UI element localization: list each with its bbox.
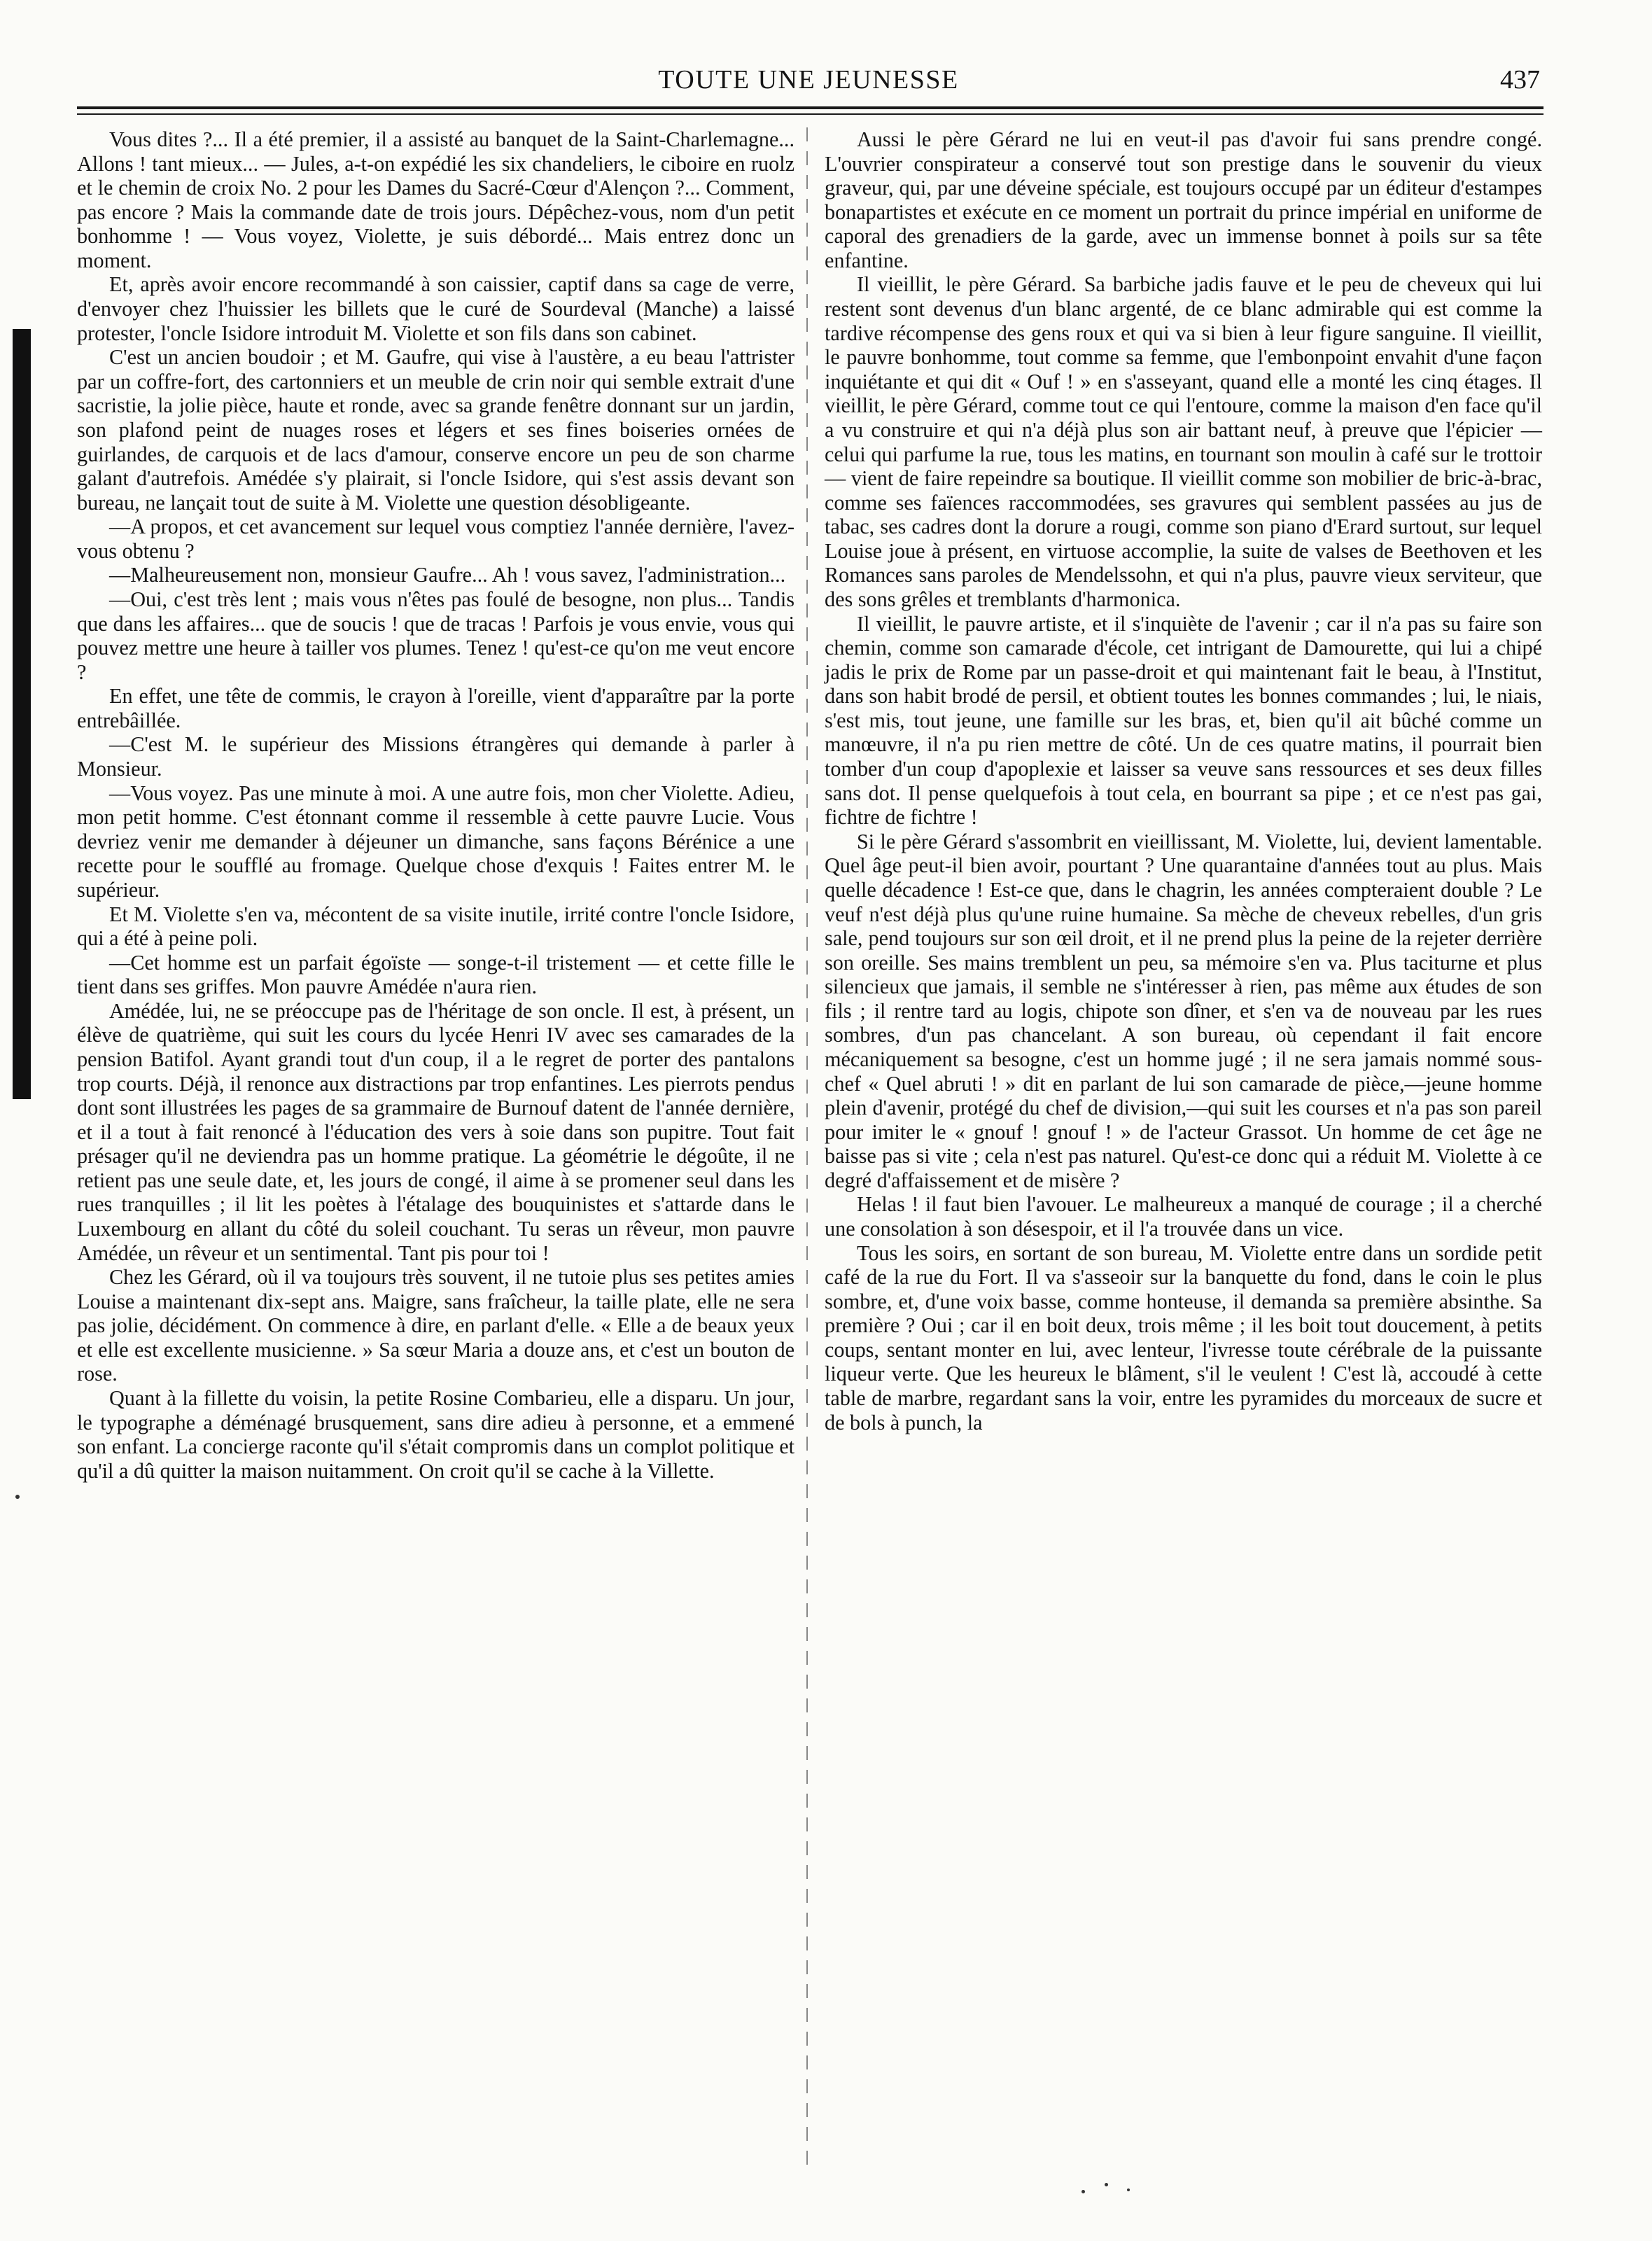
paragraph: Amédée, lui, ne se préoccupe pas de l'héritage de son oncle. Il est, à présent, un élève de quatrième, qui suit les cours du lycée Henri IV avec ses camarades de la pension Batifol. Ayant grandi tout d'un coup, il a le regret de porter des pantalons trop courts. Déjà, il renonce aux distractions par trop enfantines. Les pierrots pendus dont sont illustrées les pages de sa grammaire de Burnouf datent de l'année dernière, et il a tout à fait renoncé à l'éducation des vers à soie dans son pupitre. Tout fait présager qu'il ne deviendra pas un homme pratique. La géométrie le dégoûte, il ne retient pas une seule date, et, les jours de congé, il aime à se promener seul dans les rues tranquilles ; il lit les poètes à l'étalage des bouquinistes et s'attarde dans le Luxembourg en allant du côté du soleil couchant. Tu seras un rêveur, mon pauvre Amédée, un rêveur et un sentimental. Tant pis pour toi ! xyxy=(77,998,794,1265)
ink-speck xyxy=(1105,2183,1108,2186)
header-rule-thick xyxy=(77,106,1544,109)
paragraph: Quant à la fillette du voisin, la petite Rosine Combarieu, elle a disparu. Un jour, le typographe a déménagé brusquement, sans dire adieu à personne, et a emmené son enfant. La concierge raconte qu'il s'était compromis dans un complot politique et qu'il a dû quitter la maison nuitamment. On croit qu'il se cache à la Villette. xyxy=(77,1386,794,1483)
paragraph: En effet, une tête de commis, le crayon à l'oreille, vient d'apparaître par la porte entrebâillée. xyxy=(77,684,794,732)
ink-speck xyxy=(1127,2188,1130,2191)
column-divider xyxy=(806,127,808,2172)
paragraph: —Malheureusement non, monsieur Gaufre... Ah ! vous savez, l'administration... xyxy=(109,563,786,587)
binding-edge-mark xyxy=(13,329,31,1099)
paragraph: —A propos, et cet avancement sur lequel vous comptiez l'année dernière, l'avez-vous obtenu ? xyxy=(77,515,794,563)
running-header xyxy=(77,64,1540,106)
paragraph: Helas ! il faut bien l'avouer. Le malheureux a manqué de courage ; il a cherché une consolation à son désespoir, et il l'a trouvée dans un vice. xyxy=(825,1192,1542,1241)
ink-speck xyxy=(15,1495,20,1499)
paragraph: C'est un ancien boudoir ; et M. Gaufre, qui vise à l'austère, a eu beau l'attrister par un coffre-fort, des cartonniers et un meuble de crin noir qui semble extrait d'une sacristie, la jolie pièce, haute et ronde, avec sa grande fenêtre donnant sur un jardin, son plafond peint de nuages roses et légers et ses fines boiseries ornées de guirlandes, de carquois et de lacs d'amour, conserve encore un peu de son charme galant d'autrefois. Amédée s'y plairait, si l'oncle Isidore, qui s'est assis devant son bureau, ne lançait tout de suite à M. Violette une question désobligeante. xyxy=(77,345,794,515)
paragraph: Et M. Violette s'en va, mécontent de sa visite inutile, irrité contre l'oncle Isidore, qui a été à peine poli. xyxy=(77,902,794,951)
right-column xyxy=(825,127,1542,1434)
paragraph: Si le père Gérard s'assombrit en vieillissant, M. Violette, lui, devient lamentable. Quel âge peut-il bien avoir, pourtant ? Une quarantaine d'années tout au plus. Mais quelle décadence ! Est-ce que, dans le chagrin, les années compteraient double ? Le veuf n'est déjà plus qu'une ruine humaine. Sa mèche de cheveux rebelles, d'un gris sale, pend toujours sur son œil droit, et il ne prend plus la peine de la rejeter derrière son oreille. Ses mains tremblent un peu, sa mémoire s'en va. Plus taciturne et plus silencieux que jamais, il semble ne s'intéresser à rien, pas même aux études de son fils ; il rentre tard au logis, chipote son dîner, et s'en va de nouveau par les rues sombres, d'un pas chancelant. A son bureau, où cependant il fait encore mécaniquement sa besogne, c'est un homme jugé ; il ne sera jamais nommé sous-chef « Quel abruti ! » dit en parlant de lui son camarade de pièce,—jeune homme plein d'avenir, protégé du chef de division,—qui suit les courses et n'a pas son pareil pour imiter le « gnouf ! gnouf ! » de l'acteur Grassot. Un homme de cet âge ne baisse pas si vite ; cela n'est pas naturel. Qu'est-ce donc qui a réduit M. Violette à ce degré d'affaissement et de misère ? xyxy=(825,829,1542,1192)
paragraph: —Vous voyez. Pas une minute à moi. A une autre fois, mon cher Violette. Adieu, mon petit homme. C'est étonnant comme il ressemble à cette pauvre Lucie. Vous devriez venir me demander à déjeuner un dimanche, sans façons Bérénice a une recette pour le soufflé au fromage. Quelque chose d'exquis ! Faites entrer M. le supérieur. xyxy=(77,781,794,902)
paragraph: Il vieillit, le pauvre artiste, et il s'inquiète de l'avenir ; car il n'a pas su faire son chemin, comme son camarade d'école, cet intrigant de Damourette, qui lui a chipé jadis le prix de Rome par un passe-droit et qui maintenant fait le beau, à l'Institut, dans son habit brodé de persil, et obtient toutes les bonnes commandes ; lui, le niais, s'est mis, tout jeune, une famille sur les bras, et, bien qu'il ait bûché comme un manœuvre, il n'a pu rien mettre de côté. Un de ces quatre matins, il pourrait bien tomber d'un coup d'apoplexie et laisser sa veuve sans ressources et ses deux filles sans dot. Il pense quelquefois à tout cela, en bourrant sa pipe ; et ce n'est pas gai, fichtre de fichtre ! xyxy=(825,611,1542,830)
paragraph: —C'est M. le supérieur des Missions étrangères qui demande à parler à Monsieur. xyxy=(77,732,794,781)
paragraph: Tous les soirs, en sortant de son bureau, M. Violette entre dans un sordide petit café de la rue du Fort. Il va s'asseoir sur la banquette du fond, dans le coin le plus sombre, et, d'une voix basse, comme honteuse, il demanda sa première absinthe. Sa première ? Oui ; car il en boit deux, trois même ; il les boit tout doucement, à petits coups, sentant monter en lui, avec lenteur, l'ivresse toute cérébrale de la puissante liqueur verte. Que les heureux le blâment, s'il le veulent ! C'est là, accoudé à cette table de marbre, regardant sans la voir, entre les pyramides du morceaux de sucre et de bols à punch, la xyxy=(825,1241,1542,1434)
paragraph: Chez les Gérard, où il va toujours très souvent, il ne tutoie plus ses petites amies Louise a maintenant dix-sept ans. Maigre, sans fraîcheur, la taille plate, elle ne sera pas jolie, décidément. On commence à dire, en parlant d'elle. « Elle a de beaux yeux et elle est excellente musicienne. » Sa sœur Maria a douze ans, et c'est un bouton de rose. xyxy=(77,1265,794,1386)
paragraph: Aussi le père Gérard ne lui en veut-il pas d'avoir fui sans prendre congé. L'ouvrier conspirateur a conservé tout son prestige dans le souvenir du vieux graveur, qui, par une déveine spéciale, est toujours occupé par un éditeur d'estampes bonapartistes et exécute en ce moment un portrait du prince impérial en uniforme de caporal des grenadiers de la garde, avec un immense bonnet à poils sur sa tête enfantine. xyxy=(825,127,1542,272)
page-number: 437 xyxy=(1500,65,1540,95)
paragraph: —Cet homme est un parfait égoïste — songe-t-il tristement — et cette fille le tient dans ses griffes. Mon pauvre Amédée n'aura rien. xyxy=(77,950,794,999)
paragraph: Et, après avoir encore recommandé à son caissier, captif dans sa cage de verre, d'envoyer chez l'huissier les billets que le curé de Sourdeval (Manche) a laissé protester, l'oncle Isidore introduit M. Violette et son fils dans son cabinet. xyxy=(77,272,794,345)
ink-speck xyxy=(1082,2190,1085,2193)
paragraph: —Oui, c'est très lent ; mais vous n'êtes pas foulé de besogne, non plus... Tandis que dans les affaires... que de soucis ! que de tracas ! Parfois je vous envie, vous qui pouvez mettre une heure à tailler vos plumes. Tenez ! qu'est-ce qu'on me veut encore ? xyxy=(77,587,794,684)
header-rule-thin xyxy=(77,113,1544,115)
paragraph: Vous dites ?... Il a été premier, il a assisté au banquet de la Saint-Charlemagne... Allons ! tant mieux... — Jules, a-t-on expédié les six chandeliers, le ciboire en ruolz et le chemin de croix No. 2 pour les Dames du Sacré-Cœur d'Alençon ?... Comment, pas encore ? Mais la commande date de trois jours. Dépêchez-vous, nom d'un petit bonhomme ! — Vous voyez, Violette, je suis débordé... Mais entrez donc un moment. xyxy=(77,127,794,272)
paragraph: Il vieillit, le père Gérard. Sa barbiche jadis fauve et le peu de cheveux qui lui restent sont devenus d'un blanc argenté, de ce blanc admirable qui est comme la tardive récompense des gens roux et qui va si bien à leur figure sanguine. Il vieillit, le pauvre bonhomme, tout comme sa femme, que l'embonpoint envahit d'une façon inquiétante et qui dit « Ouf ! » en s'asseyant, quand elle a monté les cinq étages. Il vieillit, le père Gérard, comme tout ce qui l'entoure, comme la maison d'en face qu'il a vu construire et qui n'a déjà plus son air battant neuf, à preuve que l'épicier — celui qui parfume la rue, tous les matins, en tournant son moulin à café sur le trottoir — vient de faire repeindre sa boutique. Il vieillit comme son mobilier de bric-à-brac, comme ses faïences raccommodées, ses gravures qui semblent passées au jus de tabac, ses cadres dont la dorure a rougi, comme son piano d'Erard surtout, sur lequel Louise joue à présent, en virtuose accomplie, la suite de valses de Beethoven et les Romances sans paroles de Mendelssohn, et qui n'a plus, pauvre vieux serviteur, que des sons grêles et tremblants d'harmonica. xyxy=(825,272,1542,611)
left-column xyxy=(77,127,794,1483)
running-title: TOUTE UNE JEUNESSE xyxy=(658,65,959,95)
